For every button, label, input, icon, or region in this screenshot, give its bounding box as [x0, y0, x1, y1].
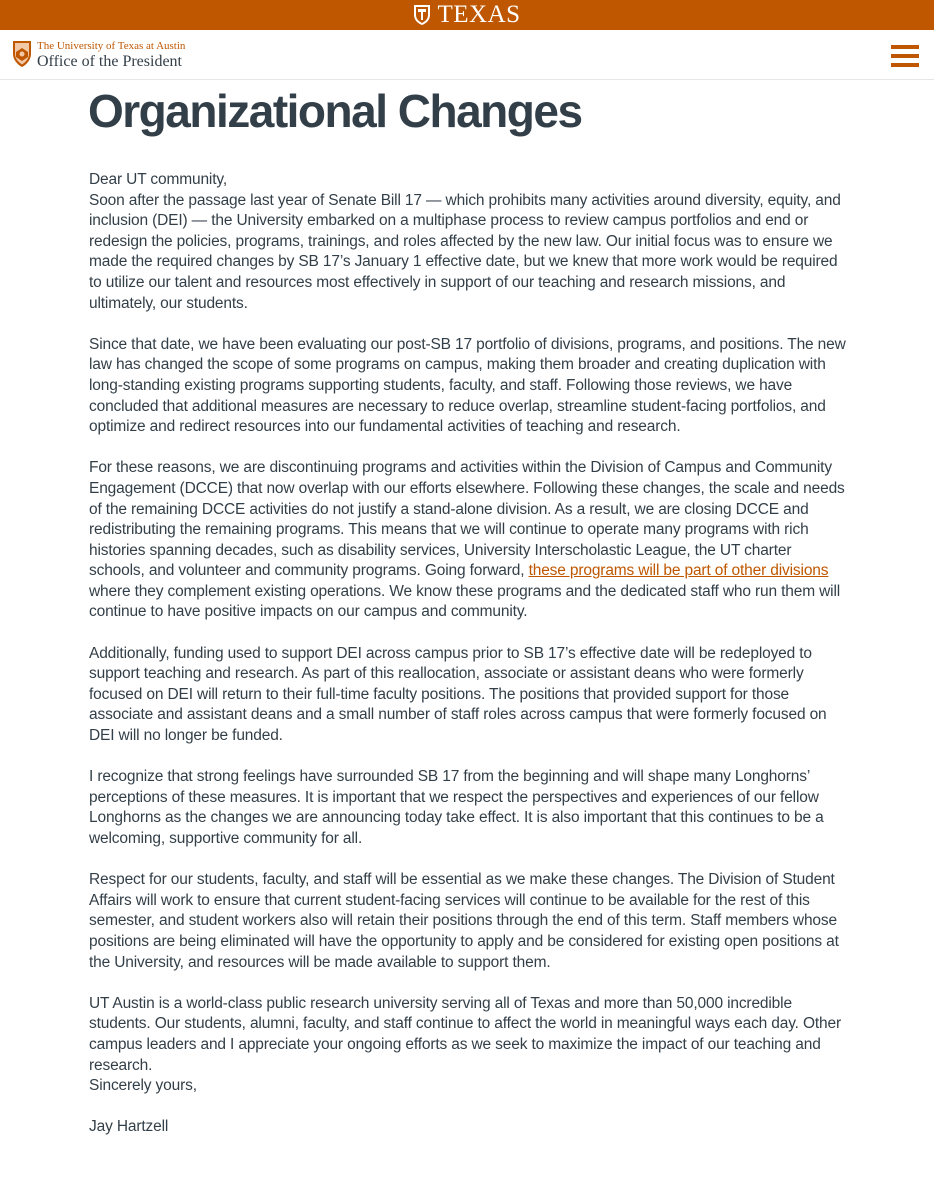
site-header — [0, 30, 934, 80]
paragraph-6: Respect for our students, faculty, and staff will be essential as we make these changes. The Division of Student Affairs will work to ensure that current student-facing services will continue to be available for the rest of this semester, and student workers also will retain their positions through the end of this term. Staff members whose positions are being eliminated will have the opportunity to apply and be considered for existing open positions at the University, and resources will be made available to support them. — [89, 871, 839, 971]
texas-wordmark: TEXAS — [437, 1, 521, 28]
page-title: Organizational Changes — [88, 85, 582, 137]
signature: Jay Hartzell — [89, 1118, 169, 1136]
paragraph-7: UT Austin is a world-class public research university serving all of Texas and more than 50,000 incredible students. Our students, alumni, faculty, and staff continue to affect the world in meaningful ways each day. Other campus leaders and I appreciate your ongoing efforts as we seek to maximize the impact of our teaching and research. — [89, 994, 842, 1074]
menu-bar-bottom — [891, 63, 919, 67]
salutation: Dear UT community, — [89, 171, 227, 188]
hamburger-menu-icon[interactable] — [891, 45, 919, 67]
university-name: The University of Texas at Austin — [37, 40, 186, 52]
office-logo-link[interactable] — [12, 40, 185, 71]
menu-bar-top — [891, 45, 919, 49]
ut-seal-icon — [12, 40, 32, 68]
letter-body — [89, 170, 849, 1138]
closing: Sincerely yours, — [89, 1077, 197, 1095]
paragraph-3-text-before: For these reasons, we are discontinuing programs and activities within the Division of Campus and Community Engagement (DCCE) that now overlap with our efforts elsewhere. Following these changes, the scale and needs of the remaining DCCE activities do not justify a stand-alone division. As a result, we are closing DCCE and redistributing the remaining programs. This means that we will continue to operate many programs with rich histories spanning decades, such as disability services, University Interscholastic League, the UT charter schools, and volunteer and community programs. Going forward, — [89, 459, 845, 580]
office-name: Office of the President — [37, 53, 182, 70]
other-divisions-link[interactable]: these programs will be part of other divisions — [528, 562, 829, 580]
texas-brand-link[interactable] — [413, 0, 520, 30]
menu-bar-middle — [891, 54, 919, 58]
ut-shield-icon — [413, 4, 431, 26]
paragraph-3-text-after: where they complement existing operations. We know these programs and the dedicated staff who run them will continue to have positive impacts on our campus and community. — [89, 582, 841, 621]
top-brand-bar — [0, 0, 934, 30]
paragraph-5: I recognize that strong feelings have surrounded SB 17 from the beginning and will shape many Longhorns’ perceptions of these measures. It is important that we respect the perspectives and experiences of our fellow Longhorns as the changes we are announcing today take effect. It is also important that this continues to be a welcoming, supportive community for all. — [89, 768, 824, 847]
paragraph-1: Soon after the passage last year of Senate Bill 17 — which prohibits many activities around diversity, equity, and inclusion (DEI) — the University embarked on a multiphase process to review campus portfolios and end or redesign the policies, programs, trainings, and roles affected by the new law. Our initial focus was to ensure we made the required changes by SB 17’s January 1 effective date, but we knew that more work would be required to utilize our talent and resources most effectively in support of our teaching and research missions, and ultimately, our students. — [89, 191, 841, 312]
paragraph-3 — [89, 458, 849, 623]
paragraph-4: Additionally, funding used to support DEI across campus prior to SB 17’s effective date will be redeployed to support teaching and research. As part of this reallocation, associate or assistant deans who were formerly focused on DEI will return to their full-time faculty positions. The positions that provided support for those associate and assistant deans and a small number of staff roles across campus that were formerly focused on DEI will no longer be funded. — [89, 644, 827, 745]
paragraph-2: Since that date, we have been evaluating our post-SB 17 portfolio of divisions, programs, and positions. The new law has changed the scope of some programs on campus, making them broader and creating duplication with long-standing existing programs supporting students, faculty, and staff. Following those reviews, we have concluded that additional measures are necessary to reduce overlap, streamline student-facing portfolios, and optimize and redirect resources into our fundamental activities of teaching and research. — [89, 335, 846, 436]
